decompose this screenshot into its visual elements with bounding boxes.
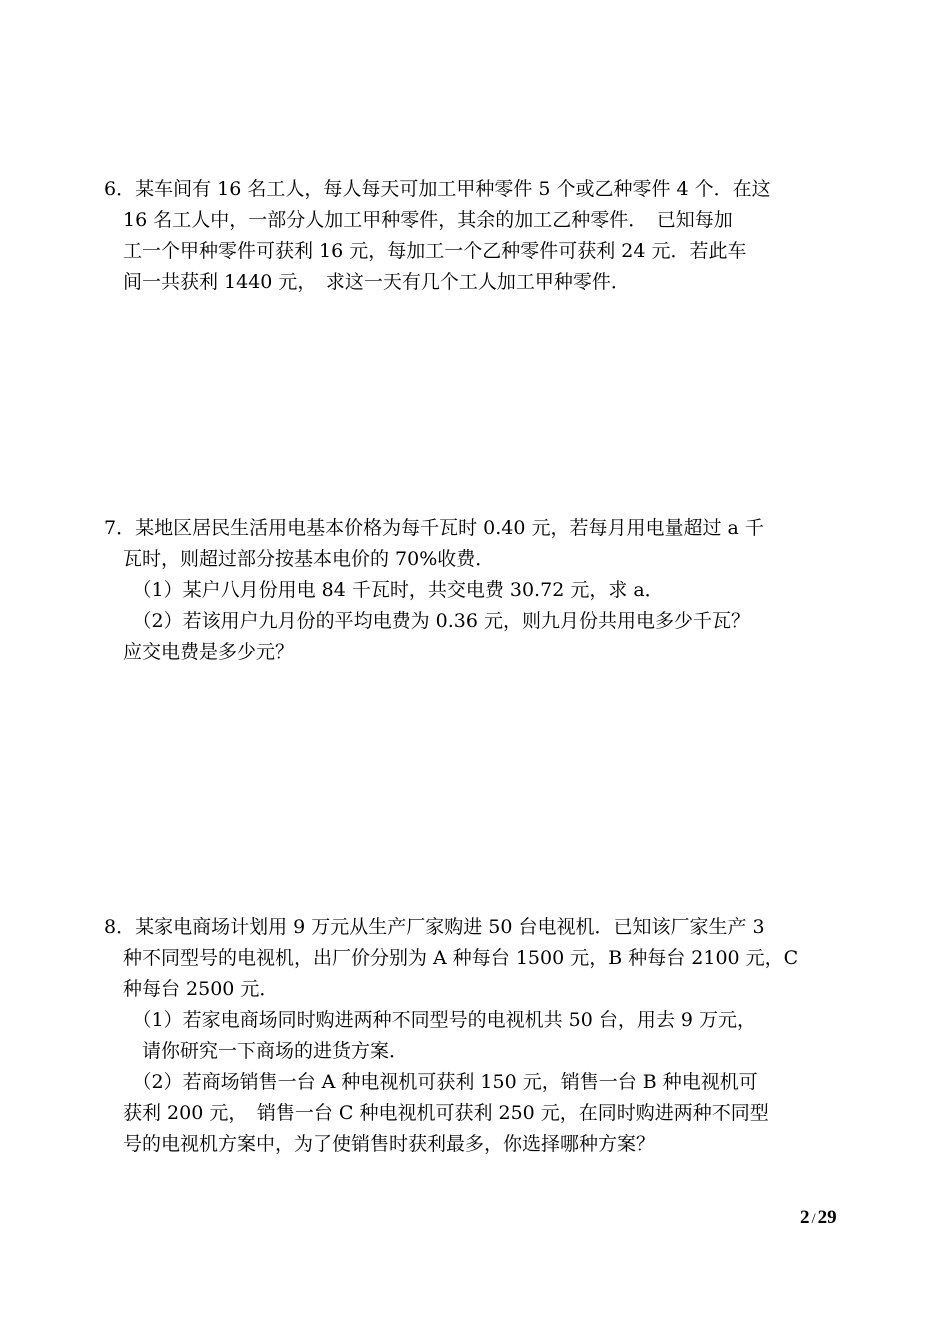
problem-line: 7．某地区居民生活用电基本价格为每千瓦时 0.40 元，若每月用电量超过 a 千 — [104, 517, 764, 539]
problem-line: （1）若家电商场同时购进两种不同型号的电视机共 50 台，用去 9 万元， — [104, 1009, 757, 1031]
problem-line: （2）若商场销售一台 A 种电视机可获利 150 元，销售一台 B 种电视机可 — [104, 1071, 758, 1093]
problem-line: 工一个甲种零件可获利 16 元，每加工一个乙种零件可获利 24 元．若此车 — [104, 240, 747, 262]
problem-line: 请你研究一下商场的进货方案． — [104, 1040, 409, 1062]
problem-line: （1）某户八月份用电 84 千瓦时，共交电费 30.72 元，求 a． — [104, 579, 664, 601]
problem-line: 应交电费是多少元？ — [104, 641, 295, 663]
current-page: 2 — [800, 1207, 810, 1228]
problem-8 — [104, 912, 854, 1160]
total-pages: 29 — [817, 1207, 837, 1228]
problem-line: 号的电视机方案中，为了使销售时获利最多，你选择哪种方案？ — [104, 1133, 656, 1155]
page-number — [800, 1207, 837, 1229]
problem-line: 获利 200 元， 销售一台 C 种电视机可获利 250 元，在同时购进两种不同型 — [104, 1102, 769, 1124]
problem-line: 种不同型号的电视机，出厂价分别为 A 种每台 1500 元，B 种每台 2100 元，C — [104, 947, 799, 969]
problem-7 — [104, 513, 854, 668]
problem-line: 8．某家电商场计划用 9 万元从生产厂家购进 50 台电视机．已知该厂家生产 3 — [104, 916, 765, 938]
problem-line: 种每台 2500 元． — [104, 978, 279, 1000]
problem-line: 16 名工人中，一部分人加工甲种零件，其余的加工乙种零件． 已知每加 — [104, 209, 733, 231]
problem-line: 6．某车间有 16 名工人，每人每天可加工甲种零件 5 个或乙种零件 4 个．在这 — [104, 178, 771, 200]
problem-line: （2）若该用户九月份的平均电费为 0.36 元，则九月份共用电多少千瓦？ — [104, 610, 750, 632]
problem-6 — [104, 174, 854, 298]
problem-line: 瓦时，则超过部分按基本电价的 70%收费． — [104, 548, 495, 570]
problem-line: 间一共获利 1440 元， 求这一天有几个工人加工甲种零件． — [104, 271, 630, 293]
page-separator: / — [811, 1211, 816, 1227]
